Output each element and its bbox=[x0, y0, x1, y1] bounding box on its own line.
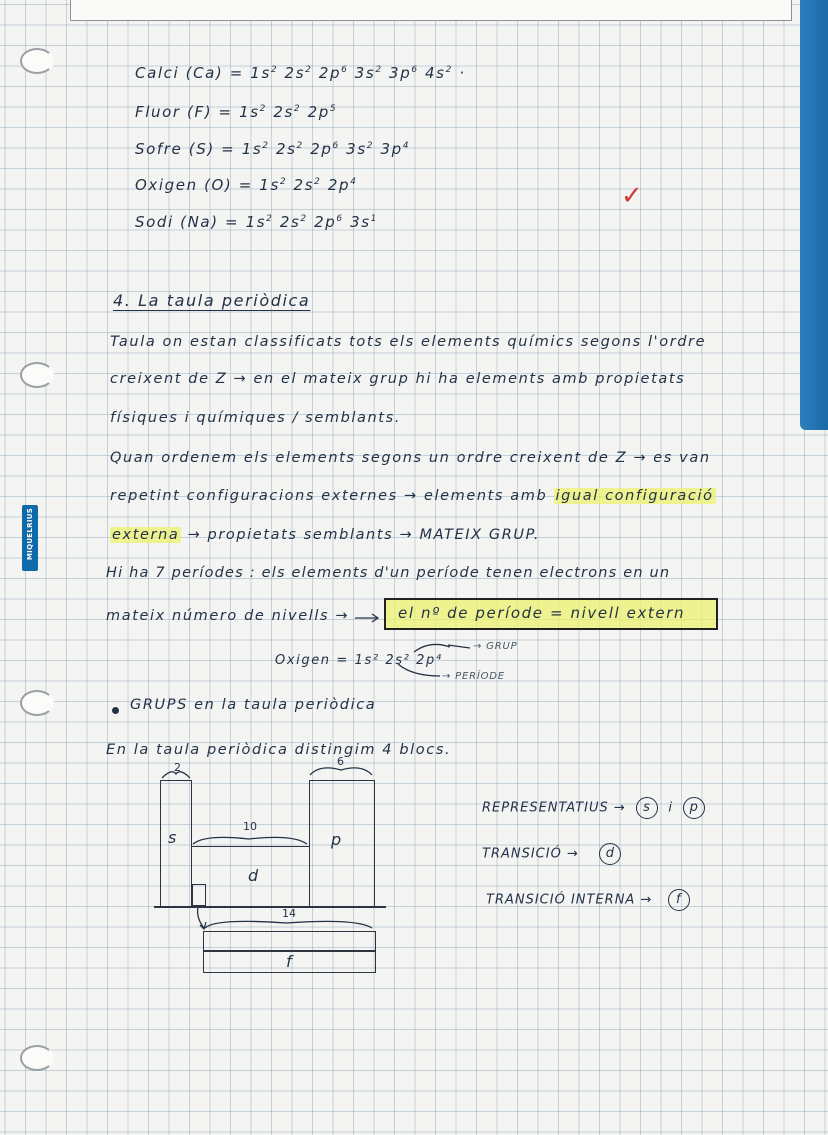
orbital: 1s bbox=[245, 213, 267, 231]
orbital: 2s bbox=[278, 64, 306, 82]
legend-join: i bbox=[668, 800, 673, 816]
highlighted-text: externa bbox=[112, 527, 180, 543]
electron-count: 4 bbox=[350, 177, 358, 187]
p-block-label: p bbox=[331, 830, 342, 849]
circled-s: s bbox=[636, 797, 658, 819]
electron-count: 2 bbox=[445, 65, 453, 75]
orbital: 2s bbox=[266, 103, 294, 121]
legend-transicio bbox=[482, 843, 621, 865]
orbital: 1s bbox=[250, 64, 271, 82]
brace-6 bbox=[310, 768, 372, 775]
grup-arrow bbox=[414, 644, 470, 652]
electron-count: 2 bbox=[296, 141, 304, 151]
orbital: 2p bbox=[303, 140, 333, 158]
orbital: 1s bbox=[259, 176, 280, 194]
boxed-text: el nº de període = nivell extern bbox=[398, 604, 686, 622]
groups-heading: GRUPS en la taula periòdica bbox=[130, 697, 377, 713]
element-name: Sofre (S) = bbox=[135, 140, 242, 158]
text-line: físiques i químiques / semblants. bbox=[110, 410, 401, 426]
legend-text: TRANSICIÓ INTERNA → bbox=[486, 892, 653, 908]
orbital: 3s bbox=[339, 140, 367, 158]
electron-count: 2 bbox=[279, 177, 288, 187]
orbital: 1s bbox=[241, 140, 263, 158]
text-line: Quan ordenem els elements segons un ordre creixent de Z → es van bbox=[110, 450, 711, 466]
orbital: 2p bbox=[312, 64, 342, 82]
circled-f: f bbox=[668, 889, 690, 911]
text-line: mateix número de nivells → bbox=[106, 608, 350, 624]
orbital: 1s bbox=[239, 103, 260, 121]
text-fragment: → propietats semblants → MATEIX GRUP. bbox=[181, 527, 541, 543]
element-name: Fluor (F) = bbox=[135, 103, 240, 121]
electron-count: 2 bbox=[259, 104, 267, 114]
electron-count: 4 bbox=[402, 141, 411, 151]
legend-text: TRANSICIÓ → bbox=[482, 846, 579, 862]
brace-14 bbox=[205, 921, 372, 928]
circled-d: d bbox=[599, 843, 621, 865]
blocs-line: En la taula periòdica distingim 4 blocs. bbox=[106, 742, 452, 758]
orbital: 2p bbox=[307, 213, 337, 231]
orbital: 3p bbox=[382, 64, 412, 82]
grup-arrow-label: → GRUP bbox=[473, 641, 518, 652]
orbital: 2p bbox=[301, 103, 330, 121]
electron-count: 2 bbox=[293, 104, 302, 114]
electron-count: 6 bbox=[336, 214, 344, 224]
highlighted-text: igual configuració bbox=[555, 488, 714, 504]
electron-count: 2 bbox=[314, 177, 322, 187]
oxigen-example: Oxigen = 1s² 2s² 2p⁴ bbox=[275, 653, 443, 668]
section-title: 4. La taula periòdica bbox=[113, 291, 311, 310]
orbital: 4s bbox=[418, 64, 446, 82]
brace-2 bbox=[162, 772, 190, 778]
orbital: 2s bbox=[269, 140, 297, 158]
electron-count: 6 bbox=[332, 141, 340, 151]
trailing-mark: · bbox=[452, 64, 466, 82]
electron-count: 2 bbox=[300, 214, 308, 224]
f-arrow bbox=[198, 907, 204, 928]
legend-text: REPRESENTATIUS → bbox=[482, 800, 626, 816]
electron-count: 6 bbox=[341, 65, 349, 75]
electron-count: 2 bbox=[266, 214, 274, 224]
f-block-label: f bbox=[286, 952, 292, 971]
text-line: Taula on estan classificats tots els elements químics segons l'ordre bbox=[110, 334, 707, 350]
electron-count: 5 bbox=[329, 104, 338, 114]
periode-arrow-label: → PERÍODE bbox=[442, 671, 505, 682]
element-name: Oxigen (O) = bbox=[135, 176, 260, 194]
orbital: 2p bbox=[321, 176, 351, 194]
orbital: 3s bbox=[348, 64, 376, 82]
orbital: 2s bbox=[287, 176, 315, 194]
element-name: Calci (Ca) = bbox=[135, 64, 251, 82]
brace-label-2: 2 bbox=[174, 761, 181, 774]
check-mark-icon: ✓ bbox=[621, 181, 643, 211]
brand-label: MIQUELRIUS bbox=[26, 507, 34, 561]
legend-transicio-interna bbox=[486, 889, 690, 911]
text-line: Hi ha 7 períodes : els elements d'un període tenen electrons en un bbox=[106, 565, 671, 581]
electron-count: 2 bbox=[366, 141, 375, 151]
s-block-label: s bbox=[168, 828, 177, 847]
orbital: 3s bbox=[343, 213, 371, 231]
electron-count: 1 bbox=[370, 214, 378, 224]
brace-10 bbox=[193, 837, 307, 844]
electron-count: 2 bbox=[262, 141, 270, 151]
brace-label-6: 6 bbox=[337, 755, 344, 768]
electron-count: 2 bbox=[305, 65, 313, 75]
brace-label-10: 10 bbox=[243, 820, 257, 833]
text-line: creixent de Z → en el mateix grup hi ha elements amb propietats bbox=[110, 371, 686, 387]
d-block-label: d bbox=[248, 866, 259, 885]
electron-count: 2 bbox=[270, 65, 279, 75]
electron-count: 2 bbox=[375, 65, 383, 75]
periode-arrow bbox=[398, 664, 440, 676]
circled-p: p bbox=[683, 797, 705, 819]
arrow-to-box bbox=[355, 614, 378, 622]
element-name: Sodi (Na) = bbox=[135, 213, 246, 231]
legend-representatius bbox=[482, 797, 705, 819]
orbital: 3p bbox=[374, 140, 403, 158]
electron-count: 6 bbox=[411, 65, 419, 75]
brace-label-14: 14 bbox=[282, 907, 296, 920]
text-fragment: repetint configuracions externes → elements amb bbox=[110, 488, 554, 504]
orbital: 2s bbox=[273, 213, 301, 231]
